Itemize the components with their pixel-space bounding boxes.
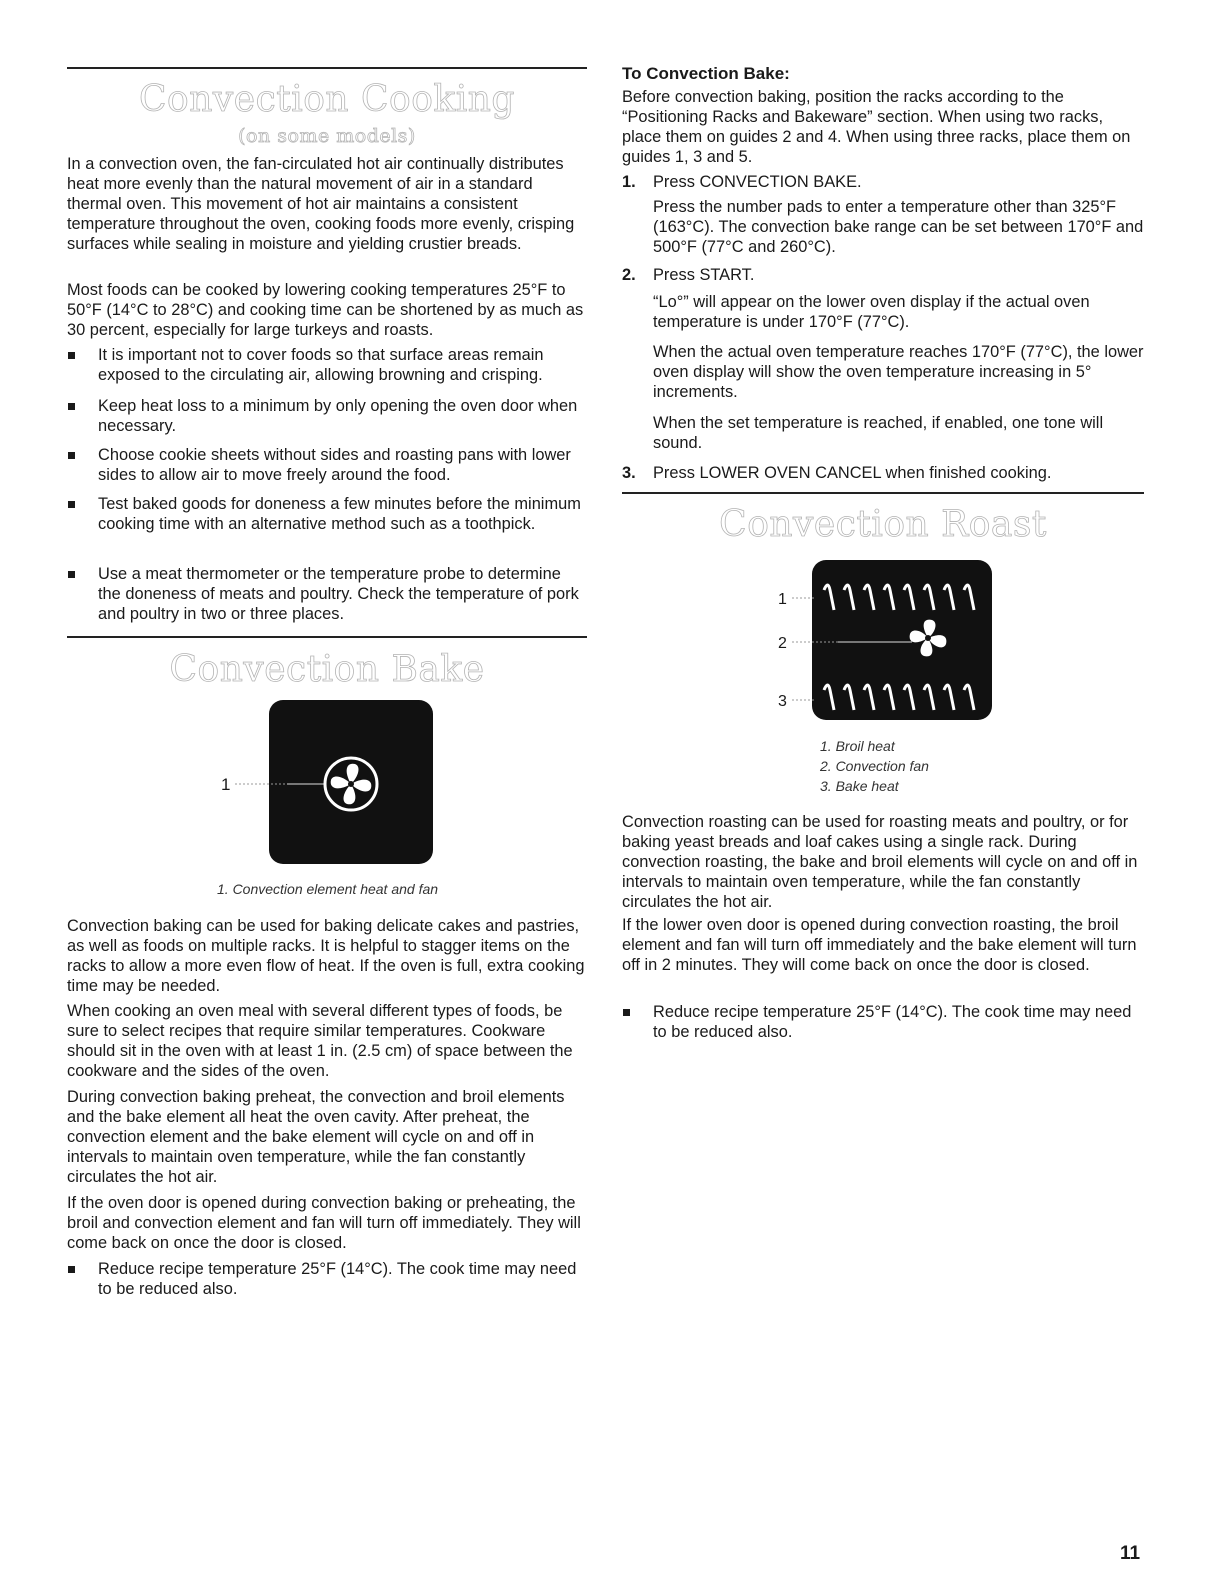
oven-panel	[812, 560, 992, 720]
section-title-convection-bake: Convection Bake	[169, 649, 485, 690]
paragraph: Convection roasting can be used for roasting meats and poultry, or for baking yeast breads and loaf cakes using a single rack. During convection roasting, the bake and broil elements will cycle on and off in intervals to maintain oven temperature, while the fan constantly circulates the hot air.	[622, 813, 1138, 911]
section-divider	[622, 492, 1144, 494]
bullet-icon	[68, 403, 75, 410]
bullet-item: Test baked goods for doneness a few minutes before the minimum cooking time with an alternative method such as a toothpick.	[67, 494, 587, 534]
callout-label: 2	[778, 635, 787, 652]
bullet-item: Keep heat loss to a minimum by only opening the oven door when necessary.	[67, 396, 587, 436]
step-detail: When the set temperature is reached, if enabled, one tone will sound.	[653, 414, 1104, 452]
bullet-item: Reduce recipe temperature 25°F (14°C). The cook time may need to be reduced also.	[67, 1259, 587, 1299]
bullet-icon	[68, 571, 75, 578]
step-detail: Press the number pads to enter a temperature other than 325°F (163°C). The convection bake range can be set between 170°F and 500°F (77°C and 260°C).	[653, 198, 1144, 256]
page-number: 11	[1120, 1543, 1141, 1564]
paragraph: When cooking an oven meal with several different types of foods, be sure to select recipes that require similar temperatures. Cookware should sit in the oven with at least 1 in. (2.5 cm) of space between the cookware and the sides of the oven.	[67, 1002, 573, 1080]
paragraph: If the lower oven door is opened during convection roasting, the broil element and fan will turn off immediately and the bake element will turn off in 2 minutes. They will come back on once the door is closed.	[622, 916, 1137, 974]
figure-caption: 1. Convection element heat and fan	[217, 881, 439, 897]
callout-label: 3	[778, 693, 787, 710]
paragraph: Convection baking can be used for baking delicate cakes and pastries, as well as foods on multiple racks. It is helpful to stagger items on the racks to allow a more even flow of heat. If the oven is full, extra cooking time may be needed.	[67, 917, 585, 995]
section-subtitle: (on some models)	[238, 125, 416, 147]
paragraph: In a convection oven, the fan-circulated hot air continually distributes heat more evenly than the natural movement of air in a standard thermal oven. This movement of hot air maintains a consistent temperature throughout the oven, cooking foods more evenly, crisping surfaces while sealing in moisture and yielding crustier breads.	[67, 155, 575, 253]
paragraph: During convection baking preheat, the convection and broil elements and the bake element all heat the oven cavity. After preheat, the convection element and the bake element will cycle on and off in intervals to maintain oven temperature, while the fan constantly circulates the hot air.	[67, 1088, 565, 1186]
figure-caption: 3. Bake heat	[820, 778, 899, 794]
section-divider	[67, 67, 587, 69]
bullet-item: Use a meat thermometer or the temperature probe to determine the doneness of meats and poultry. Check the temperature of pork and poultry in two or three places.	[67, 564, 587, 624]
convection-roast-diagram	[772, 560, 1002, 730]
bullet-icon	[623, 1009, 630, 1016]
step-detail: When the actual oven temperature reaches 170°F (77°C), the lower oven display will show the oven temperature increasing in 5° increments.	[653, 343, 1144, 401]
bullet-item: It is important not to cover foods so that surface areas remain exposed to the circulating air, allowing browning and crisping.	[67, 345, 587, 385]
bullet-icon	[68, 1266, 75, 1273]
step-item: 1. Press CONVECTION BAKE.	[622, 173, 862, 191]
callout-label: 1	[221, 775, 231, 794]
paragraph: Before convection baking, position the racks according to the “Positioning Racks and Bakeware” section. When using two racks, place them on guides 2 and 4. When using three racks, place them on guides 1, 3 and 5.	[622, 88, 1131, 166]
paragraph: If the oven door is opened during convection baking or preheating, the broil and convection element and fan will turn off immediately. They will come back on once the door is closed.	[67, 1194, 581, 1252]
convection-bake-diagram	[207, 700, 507, 868]
figure-caption: 1. Broil heat	[820, 738, 895, 754]
bullet-item: Reduce recipe temperature 25°F (14°C). The cook time may need to be reduced also.	[622, 1002, 1144, 1042]
bullet-icon	[68, 452, 75, 459]
callout-label: 1	[778, 591, 787, 608]
figure-caption: 2. Convection fan	[820, 758, 929, 774]
bullet-icon	[68, 501, 75, 508]
section-divider	[67, 636, 587, 638]
step-detail: “Lo°” will appear on the lower oven display if the actual oven temperature is under 170°F (77°C).	[653, 293, 1090, 331]
section-title-convection-roast: Convection Roast	[719, 504, 1047, 545]
paragraph: Most foods can be cooked by lowering cooking temperatures 25°F to 50°F (14°C to 28°C) and cooking time can be shortened by as much as 30 percent, especially for large turkeys and roasts.	[67, 281, 584, 339]
step-item: 2. Press START.	[622, 266, 755, 284]
step-item: 3. Press LOWER OVEN CANCEL when finished cooking.	[622, 464, 1052, 482]
bullet-icon	[68, 352, 75, 359]
bullet-item: Choose cookie sheets without sides and roasting pans with lower sides to allow air to move freely around the food.	[67, 445, 587, 485]
fan-icon	[325, 758, 377, 810]
section-title-convection-cooking: Convection Cooking	[139, 79, 515, 120]
subsection-heading: To Convection Bake:	[622, 64, 790, 83]
